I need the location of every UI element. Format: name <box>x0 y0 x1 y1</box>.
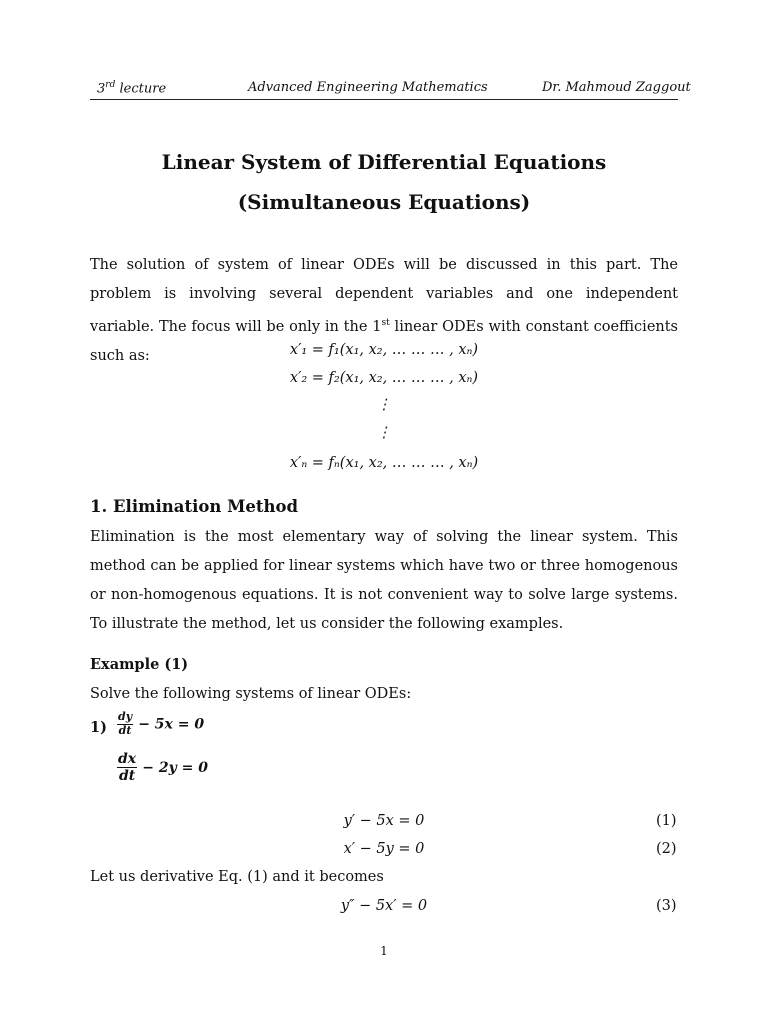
example-instruction: Solve the following systems of linear ODEs: <box>90 686 412 702</box>
system-eq-n: x′ₙ = fₙ(x₁, x₂, … … … , xₙ) <box>289 455 479 471</box>
equation-3-tag: (3) <box>656 898 677 914</box>
item-label: 1) <box>90 719 107 736</box>
derive-text: Let us derivative Eq. (1) and it becomes <box>90 869 384 885</box>
equation-1: y′ − 5x = 0 <box>343 813 425 829</box>
system-eq-1: x′₁ = f₁(x₁, x₂, … … … , xₙ) <box>289 342 479 358</box>
header-author: Dr. Mahmoud Zaggout <box>542 80 691 95</box>
example-eq-1: $\frac{dy}{dt}$ − 5x = 0 <box>118 710 205 737</box>
fraction-dx-dt: $\frac{dx}{dt}$ <box>118 751 137 785</box>
system-vdots-1: ⋮ <box>376 397 392 413</box>
example-eq-2: $\frac{dx}{dt}$ − 2y = 0 <box>118 751 208 785</box>
equation-1-tag: (1) <box>656 813 677 829</box>
page-number: 1 <box>380 944 388 958</box>
equation-2-tag: (2) <box>656 841 677 857</box>
system-eq-2: x′₂ = f₂(x₁, x₂, … … … , xₙ) <box>289 370 479 386</box>
section-body: Elimination is the most elementary way of solving the linear system. This method can be applied for linear systems which have two or three homogenous or non-homogenous equations. It is not convenient way to solve large systems. To illustrate the method, let us consider the following examples. <box>90 529 678 632</box>
title-line-1: Linear System of Differential Equations <box>161 150 607 174</box>
header-lecture: 3rd lecture <box>97 80 167 97</box>
title-line-2: (Simultaneous Equations) <box>237 190 531 214</box>
header-rule <box>90 99 678 100</box>
equation-2: x′ − 5y = 0 <box>343 841 425 857</box>
system-vdots-2: ⋮ <box>376 425 392 441</box>
header-course: Advanced Engineering Mathematics <box>248 80 488 95</box>
equation-3: y″ − 5x′ = 0 <box>340 898 428 914</box>
fraction-dy-dt: $\frac{dy}{dt}$ <box>118 710 133 737</box>
example-heading: Example (1) <box>90 656 189 673</box>
intro-paragraph: The solution of system of linear ODEs will be discussed in this part. The problem is involving several dependent variables and one independent variable. The focus will be only in the 1st linear ODEs with constant coefficients such as: <box>90 257 679 364</box>
section-heading: 1. Elimination Method <box>90 497 299 516</box>
